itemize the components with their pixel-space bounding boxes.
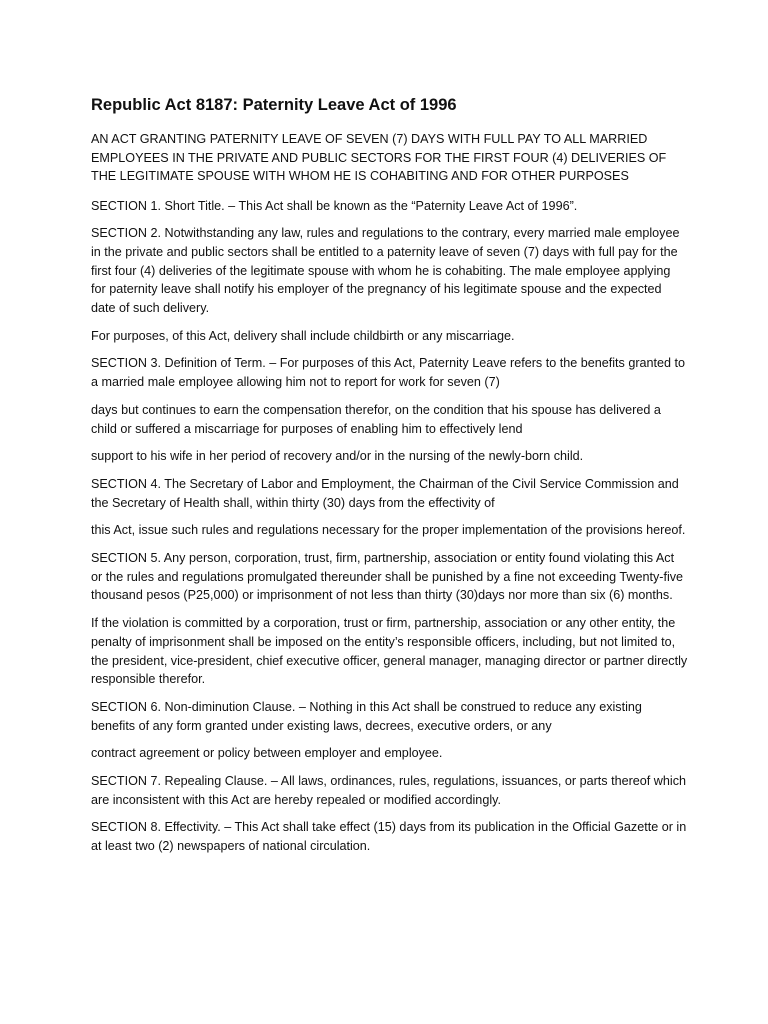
section-6-paragraph: SECTION 6. Non-diminution Clause. – Nothing in this Act shall be construed to reduce any existing benefits of any form granted under existing laws, decrees, executive orders, or any xyxy=(91,699,642,733)
section-7-paragraph: SECTION 7. Repealing Clause. – All laws, ordinances, rules, regulations, issuances, or parts thereof which are inconsistent with this Act are hereby repealed or modified accordingly. xyxy=(91,774,686,807)
section-2-paragraph: SECTION 2. Notwithstanding any law, rules and regulations to the contrary, every married male employee in the private and public sectors shall be entitled to a paternity leave of seven (7) days with full pay for the first four (4) deliveries of the legitimate spouse with whom he is cohabiting. The male employee applying for paternity leave shall notify his employer of the pregnancy of his legitimate spouse and the expected date of such delivery. xyxy=(91,226,680,316)
document-body xyxy=(91,197,688,856)
section-5-paragraph: SECTION 5. Any person, corporation, trust, firm, partnership, association or entity found violating this Act or the rules and regulations promulgated thereunder shall be punished by a fine not exceeding Twenty-five thousand pesos (P25,000) or imprisonment of not less than thirty (30)days nor more than six (6) months. xyxy=(91,551,684,603)
section-3-paragraph: SECTION 3. Definition of Term. – For purposes of this Act, Paternity Leave refers to the benefits granted to a married male employee allowing him not to report for work for seven (7) xyxy=(91,356,686,390)
delivery-definition-paragraph: For purposes, of this Act, delivery shall include childbirth or any miscarriage. xyxy=(91,328,515,343)
section-4-continued-paragraph: this Act, issue such rules and regulations necessary for the proper implementation of the provisions hereof. xyxy=(91,523,686,538)
section-3-end-paragraph: support to his wife in her period of recovery and/or in the nursing of the newly-born child. xyxy=(91,449,584,464)
section-5-violation-paragraph: If the violation is committed by a corporation, trust or firm, partnership, association or any other entity, the penalty of imprisonment shall be imposed on the entity’s responsible officers, including, but not limited to, the president, vice-president, chief executive officer, general manager, managing director or partner directly responsible therefor. xyxy=(91,616,688,687)
section-3-continued-paragraph: days but continues to earn the compensation therefor, on the condition that his spouse has delivered a child or suffered a miscarriage for purposes of enabling him to effectively lend xyxy=(91,402,661,436)
section-1-paragraph: SECTION 1. Short Title. – This Act shall be known as the “Paternity Leave Act of 1996”. xyxy=(91,198,578,213)
document-title: Republic Act 8187: Paternity Leave Act of 1996 xyxy=(91,96,457,114)
section-8-paragraph: SECTION 8. Effectivity. – This Act shall take effect (15) days from its publication in the Official Gazette or in at least two (2) newspapers of national circulation. xyxy=(91,820,687,854)
section-6-continued-paragraph: contract agreement or policy between employer and employee. xyxy=(91,746,443,761)
document-subtitle: AN ACT GRANTING PATERNITY LEAVE OF SEVEN (7) DAYS WITH FULL PAY TO ALL MARRIED EMPLOYEES IN THE PRIVATE AND PUBLIC SECTORS FOR THE FIRST FOUR (4) DELIVERIES OF THE LEGITIMATE SPOUSE WITH WHOM HE IS COHABITING AND FOR OTHER PURPOSES xyxy=(91,132,667,183)
section-4-paragraph: SECTION 4. The Secretary of Labor and Employment, the Chairman of the Civil Service Commission and the Secretary of Health shall, within thirty (30) days from the effectivity of xyxy=(91,476,679,510)
